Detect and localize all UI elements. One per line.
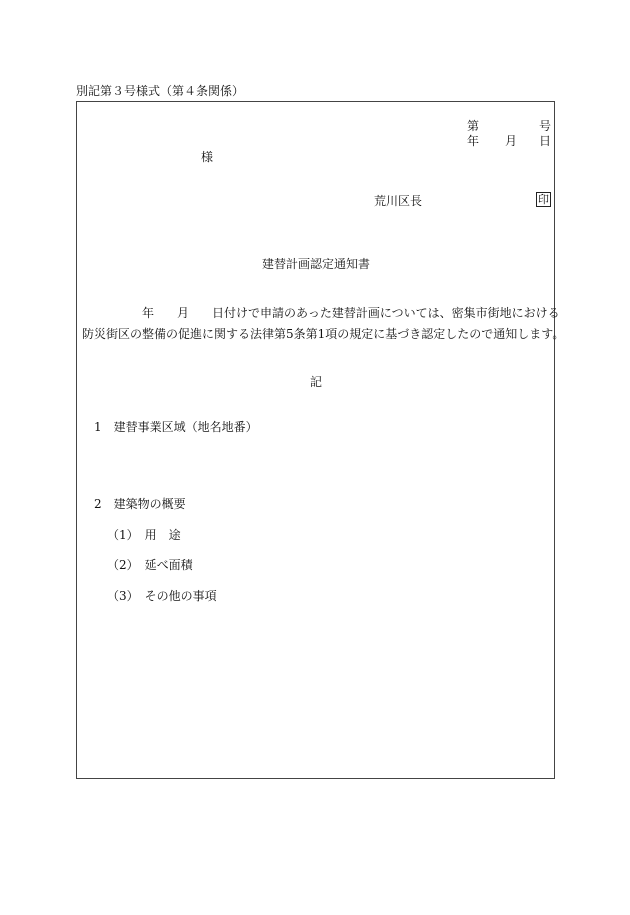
sub-item-usage: （1） 用 途 [107,528,181,542]
sub-item-other-matters: （3） その他の事項 [107,589,217,603]
document-number-prefix: 第 [467,119,480,133]
body-text-line1: 日付けで申請のあった建替計画については、密集市街地における [212,306,560,320]
seal-stamp: 印 [538,193,549,206]
item-1-project-area: 1 建替事業区域（地名地番） [94,420,258,434]
body-month: 月 [177,306,190,320]
sub-item-floor-area: （2） 延べ面積 [107,558,193,572]
item-2-building-overview: 2 建築物の概要 [94,497,186,511]
issuer-name: 荒川区長 [374,194,423,208]
body-year: 年 [142,306,155,320]
date-day: 日 [539,134,552,148]
document-title: 建替計画認定通知書 [262,257,371,271]
document-number-suffix: 号 [539,119,552,133]
form-number-label: 別記第３号様式（第４条関係） [76,84,245,98]
date-month: 月 [505,134,518,148]
addressee-suffix: 様 [201,150,214,164]
notification-form [76,101,555,779]
body-text-line2: 防災街区の整備の促進に関する法律第5条第1項の規定に基づき認定したので通知します。 [82,327,565,341]
ki-heading: 記 [310,375,323,389]
date-year: 年 [467,134,480,148]
